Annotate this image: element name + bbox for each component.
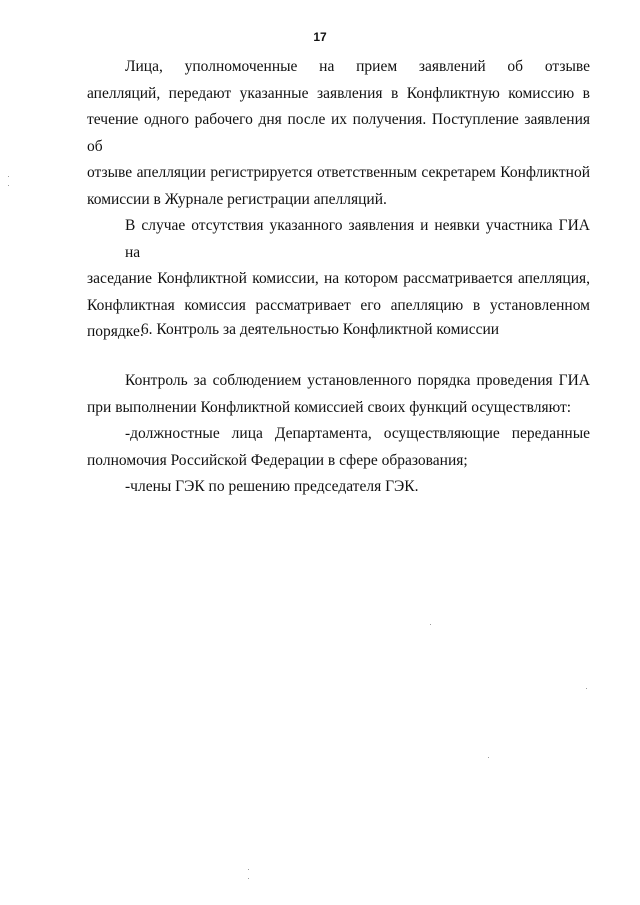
paragraph-appeal-withdrawal [87, 54, 590, 213]
text-line: -должностные лица Департамента, осуществляющие переданные [125, 425, 590, 442]
body-text-section-6 [87, 368, 590, 501]
text-line: течение одного рабочего дня после их получения. Поступление заявления об [87, 111, 590, 155]
text-line: полномочия Российской Федерации в сфере образования; [87, 451, 468, 469]
scan-speck [430, 624, 431, 625]
scan-speck [248, 878, 249, 879]
list-item-department-officials [87, 421, 590, 474]
scan-speck [488, 757, 489, 758]
scan-speck [586, 688, 587, 689]
section-heading: 6. Контроль за деятельностью Конфликтной комиссии [140, 321, 500, 338]
text-line: заседание Конфликтной комиссии, на котором рассматривается апелляция, [87, 270, 590, 287]
paragraph-control [87, 368, 590, 421]
text-line: апелляций, передают указанные заявления в Конфликтную комиссию в [87, 84, 590, 102]
scan-speck [8, 176, 9, 177]
body-text-top [87, 54, 590, 346]
list-item-gek-members [87, 474, 590, 501]
scan-speck [8, 185, 9, 186]
text-line: отзыве апелляции регистрируется ответственным секретарем Конфликтной [87, 164, 590, 181]
text-line: В случае отсутствия указанного заявления и неявки участника ГИА на [125, 217, 590, 261]
page-number: 17 [313, 30, 327, 44]
text-line: Конфликтная комиссия рассматривает его апелляцию в установленном порядке. [87, 296, 590, 340]
text-line: комиссии в Журнале регистрации апелляций. [87, 190, 387, 208]
text-line: -члены ГЭК по решению председателя ГЭК. [125, 478, 419, 495]
text-line: при выполнении Конфликтной комиссией своих функций осуществляют: [87, 398, 572, 416]
text-line: Лица, уполномоченные на прием заявлений об отзыве [125, 58, 590, 75]
text-line: Контроль за соблюдением установленного порядка проведения ГИА [125, 372, 590, 389]
scan-speck [248, 869, 249, 870]
